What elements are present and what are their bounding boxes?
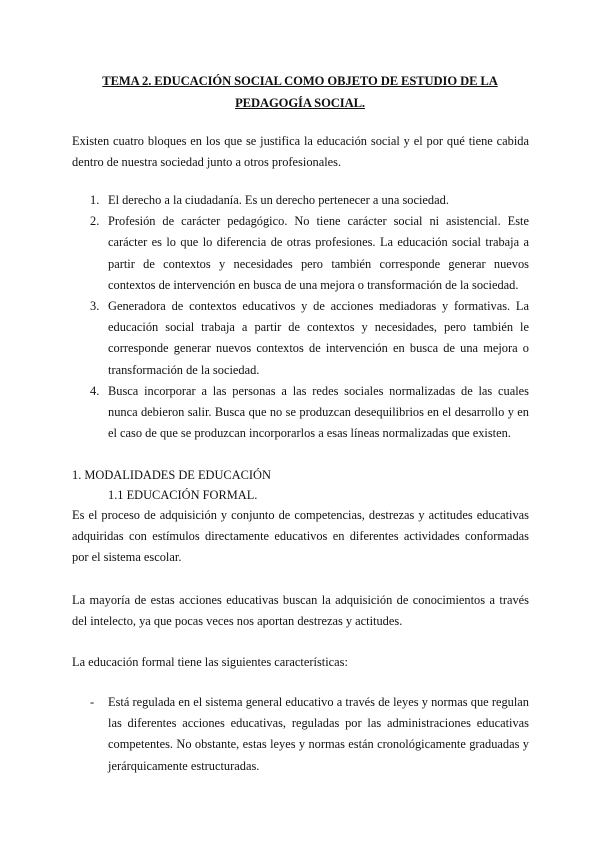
intro-paragraph: Existen cuatro bloques en los que se justifica la educación social y el por qué tiene cabida dentro de nuestra sociedad junto a otros profesionales. <box>72 134 529 169</box>
list-item-text: Profesión de carácter pedagógico. No tiene carácter social ni asistencial. Este carácter es lo que lo diferencia de otras profesiones. La educación social trabaja a partir de contextos y necesidades pero también corresponde generar nuevos contextos de intervención en busca de una mejora o transformación de la sociedad. <box>108 214 529 292</box>
list-number: 1. <box>90 193 100 207</box>
page-title: TEMA 2. EDUCACIÓN SOCIAL COMO OBJETO DE ESTUDIO DE LA PEDAGOGÍA SOCIAL. <box>102 74 498 110</box>
paragraph-definition: Es el proceso de adquisición y conjunto de competencias, destrezas y actitudes educativas adquiridas con estímulos directamente educativos en diferentes actividades conformadas por el sistema escolar. <box>72 508 529 564</box>
list-number: 3. <box>90 299 100 314</box>
paragraph-characteristics: La educación formal tiene las siguientes características: <box>72 655 348 669</box>
list-item <box>72 211 529 296</box>
list-item-text: Generadora de contextos educativos y de acciones mediadoras y formativas. La educación social trabaja a partir de contextos y necesidades, pero también le corresponde generar nuevos contextos de intervención en busca de una mejora o transformación de la sociedad. <box>108 299 529 377</box>
characteristics-list <box>72 692 529 777</box>
list-item-text: Busca incorporar a las personas a las redes sociales normalizadas de las cuales nunca debieron salir. Busca que no se produzcan desequilibrios en el desarrollo y en el caso de que se produzcan incorporarlos a esas líneas normalizadas que existen. <box>108 383 529 441</box>
list-item-text: Está regulada en el sistema general educativo a través de leyes y normas que regulan las diferentes acciones educativas, reguladas por las administraciones educativas competentes. No obstante, estas leyes y normas están cronológicamente graduadas y jerárquicamente estructuradas. <box>108 695 529 773</box>
list-item <box>72 190 529 211</box>
paragraph-majority: La mayoría de estas acciones educativas buscan la adquisición de conocimientos a través del intelecto, ya que pocas veces nos aportan destrezas y actitudes. <box>72 593 529 628</box>
list-number: 4. <box>90 383 100 398</box>
list-item-text: El derecho a la ciudadanía. Es un derecho pertenecer a una sociedad. <box>108 193 449 207</box>
list-number: 2. <box>90 214 100 229</box>
blocks-list <box>72 190 529 444</box>
list-item <box>72 381 529 445</box>
subsection-heading: 1.1 EDUCACIÓN FORMAL. <box>108 488 258 502</box>
section-heading: 1. MODALIDADES DE EDUCACIÓN <box>72 468 271 482</box>
dash-bullet: - <box>90 695 95 709</box>
list-item <box>72 296 529 381</box>
list-item <box>72 692 529 777</box>
